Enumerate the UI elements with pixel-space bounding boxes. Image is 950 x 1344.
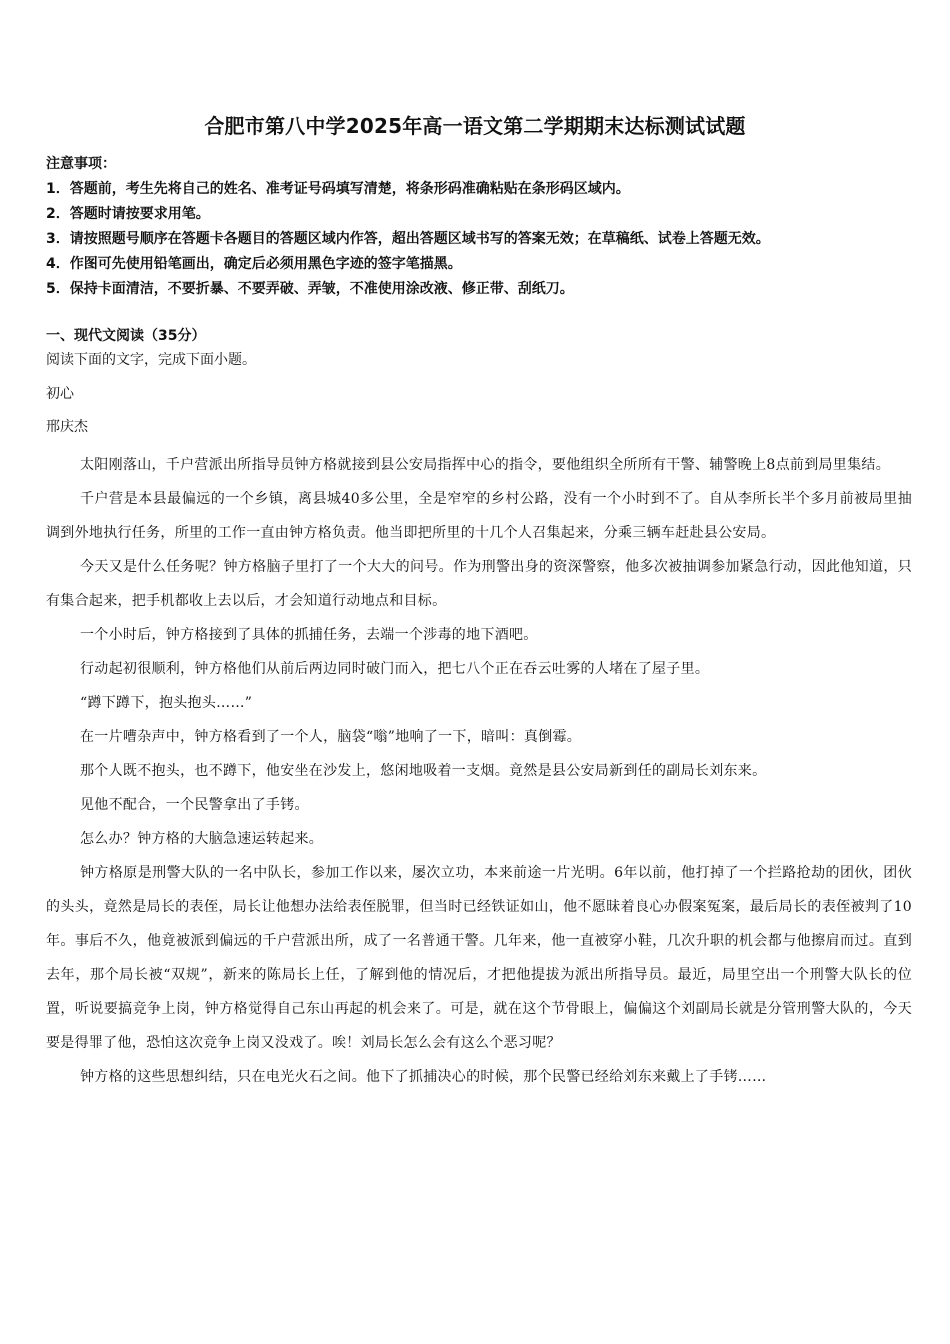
- notice-item: 4．作图可先使用铅笔画出，确定后必须用黑色字迹的签字笔描黑。: [46, 256, 462, 272]
- story-paragraph: 钟方格的这些思想纠结，只在电光火石之间。他下了抓捕决心的时候，那个民警已经给刘东来戴上了手铐……: [80, 1069, 767, 1085]
- notice-heading: 注意事项：: [46, 156, 116, 172]
- story-paragraph: 今天又是什么任务呢？钟方格脑子里打了一个大大的问号。作为刑警出身的资深警察，他多次被抽调参加紧急行动，因此他知道，只有集合起来，把手机都收上去以后，才会知道行动地点和目标。: [46, 559, 912, 609]
- reading-instruction: 阅读下面的文字，完成下面小题。: [46, 352, 256, 368]
- exam-title: 合肥市第八中学2025年高一语文第二学期期末达标测试试题: [204, 114, 746, 138]
- story-paragraph: 钟方格原是刑警大队的一名中队长，参加工作以来，屡次立功，本来前途一片光明。6年以前，他打掉了一个拦路抢劫的团伙，团伙的头头，竟然是局长的表侄，局长让他想办法给表侄脱罪，但当时已经铁证如山，他不愿昧着良心办假案冤案，最后局长的表侄被判了10年。事后不久，他竟被派到偏远的千户营派出所，成了一名普通干警。几年来，他一直被穿小鞋，几次升职的机会都与他擦肩而过。直到去年，那个局长被“双规”，新来的陈局长上任，了解到他的情况后，才把他提拔为派出所指导员。最近，局里空出一个刑警大队长的位置，听说要搞竞争上岗，钟方格觉得自己东山再起的机会来了。可是，就在这个节骨眼上，偏偏这个刘副局长就是分管刑警大队的，今天要是得罪了他，恐怕这次竞争上岗又没戏了。唉！刘局长怎么会有这么个恶习呢？: [46, 865, 912, 1051]
- story-paragraph: 一个小时后，钟方格接到了具体的抓捕任务，去端一个涉毒的地下酒吧。: [80, 627, 538, 643]
- story-paragraph: 在一片嘈杂声中，钟方格看到了一个人，脑袋“嗡”地响了一下，暗叫：真倒霉。: [80, 729, 582, 745]
- story-body: [46, 448, 912, 1094]
- story-paragraph: 行动起初很顺利，钟方格他们从前后两边同时破门而入，把七八个正在吞云吐雾的人堵在了屋子里。: [80, 661, 710, 677]
- notice-item: 5．保持卡面清洁，不要折暴、不要弄破、弄皱，不准使用涂改液、修正带、刮纸刀。: [46, 281, 574, 297]
- notice-block: [46, 152, 926, 302]
- story-paragraph: 那个人既不抱头，也不蹲下，他安坐在沙发上，悠闲地吸着一支烟。竟然是县公安局新到任的副局长刘东来。: [80, 763, 767, 779]
- notice-item: 1．答题前，考生先将自己的姓名、准考证号码填写清楚，将条形码准确粘贴在条形码区域内。: [46, 181, 630, 197]
- story-paragraph: 太阳刚落山，千户营派出所指导员钟方格就接到县公安局指挥中心的指令，要他组织全所所有干警、辅警晚上8点前到局里集结。: [80, 457, 891, 473]
- notice-item: 2．答题时请按要求用笔。: [46, 206, 210, 222]
- story-paragraph: “蹲下蹲下，抱头抱头……”: [80, 695, 253, 711]
- story-paragraph: 见他不配合，一个民警拿出了手铐。: [80, 797, 309, 813]
- story-paragraph: 千户营是本县最偏远的一个乡镇，离县城40多公里，全是窄窄的乡村公路，没有一个小时到不了。自从李所长半个多月前被局里抽调到外地执行任务，所里的工作一直由钟方格负责。他当即把所里的十几个人召集起来，分乘三辆车赶赴县公安局。: [46, 491, 912, 541]
- story-title: 初心: [46, 386, 74, 402]
- story-author: 邢庆杰: [46, 419, 88, 435]
- notice-item: 3．请按照题号顺序在答题卡各题目的答题区域内作答，超出答题区域书写的答案无效；在草稿纸、试卷上答题无效。: [46, 231, 770, 247]
- story-paragraph: 怎么办？钟方格的大脑急速运转起来。: [80, 831, 324, 847]
- section-heading: 一、现代文阅读（35分）: [46, 328, 206, 344]
